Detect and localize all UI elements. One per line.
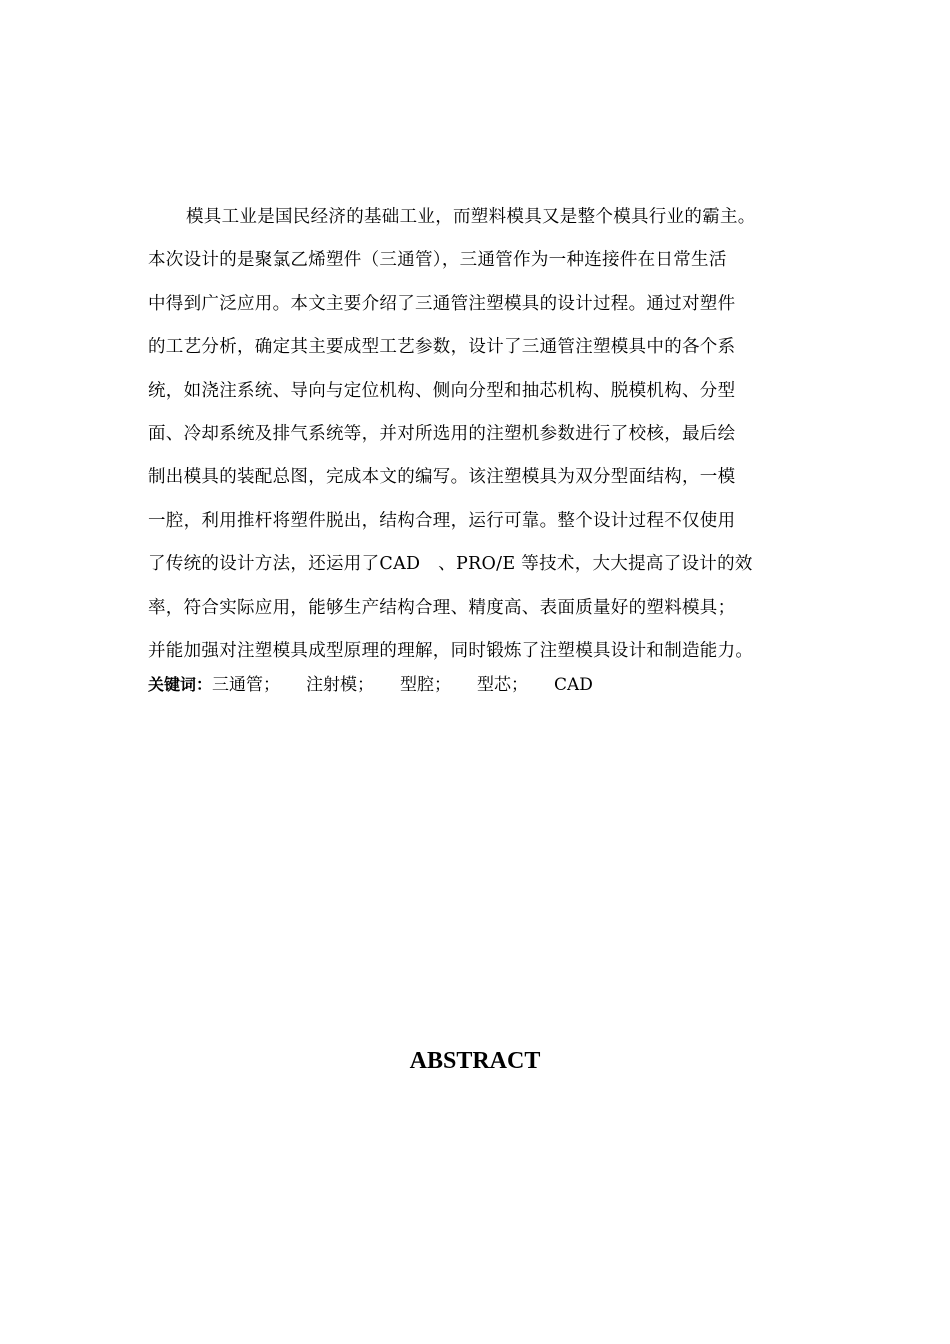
keywords-label: 关键词：	[148, 675, 213, 694]
english-abstract-heading: ABSTRACT	[409, 1048, 541, 1074]
keywords-line	[148, 670, 593, 700]
abstract-line-11: 并能加强对注塑模具成型原理的理解，同时锻炼了注塑模具设计和制造能力。	[148, 640, 754, 661]
abstract-line-2: 本次设计的是聚氯乙烯塑件（三通管），三通管作为一种连接件在日常生活	[148, 250, 727, 271]
abstract-line-9: 了传统的设计方法，还运用了CAD 、PRO/E 等技术，大大提高了设计的效	[148, 554, 753, 575]
abstract-line-7: 制出模具的装配总图，完成本文的编写。该注塑模具为双分型面结构，一模	[148, 467, 736, 488]
abstract-line-5: 统，如浇注系统、导向与定位机构、侧向分型和抽芯机构、脱模机构、分型	[148, 380, 736, 401]
chinese-abstract	[148, 198, 820, 675]
abstract-line-10: 率，符合实际应用，能够生产结构合理、精度高、表面质量好的塑料模具；	[148, 597, 736, 618]
keyword-item: 型腔；	[400, 675, 452, 695]
abstract-line-3: 中得到广泛应用。本文主要介绍了三通管注塑模具的设计过程。通过对塑件	[148, 293, 736, 314]
abstract-line-6: 面、冷却系统及排气系统等，并对所选用的注塑机参数进行了校核，最后绘	[148, 423, 736, 444]
keyword-item: 注射模；	[306, 675, 375, 695]
keyword-item: 三通管；	[212, 675, 281, 695]
abstract-line-8: 一腔，利用推杆将塑件脱出，结构合理，运行可靠。整个设计过程不仅使用	[148, 510, 736, 531]
abstract-line-1: 模具工业是国民经济的基础工业，而塑料模具又是整个模具行业的霸主。	[186, 207, 756, 227]
keyword-item: CAD	[554, 675, 593, 695]
abstract-line-4: 的工艺分析，确定其主要成型工艺参数，设计了三通管注塑模具中的各个系	[148, 337, 736, 358]
keyword-item: 型芯；	[477, 675, 529, 695]
